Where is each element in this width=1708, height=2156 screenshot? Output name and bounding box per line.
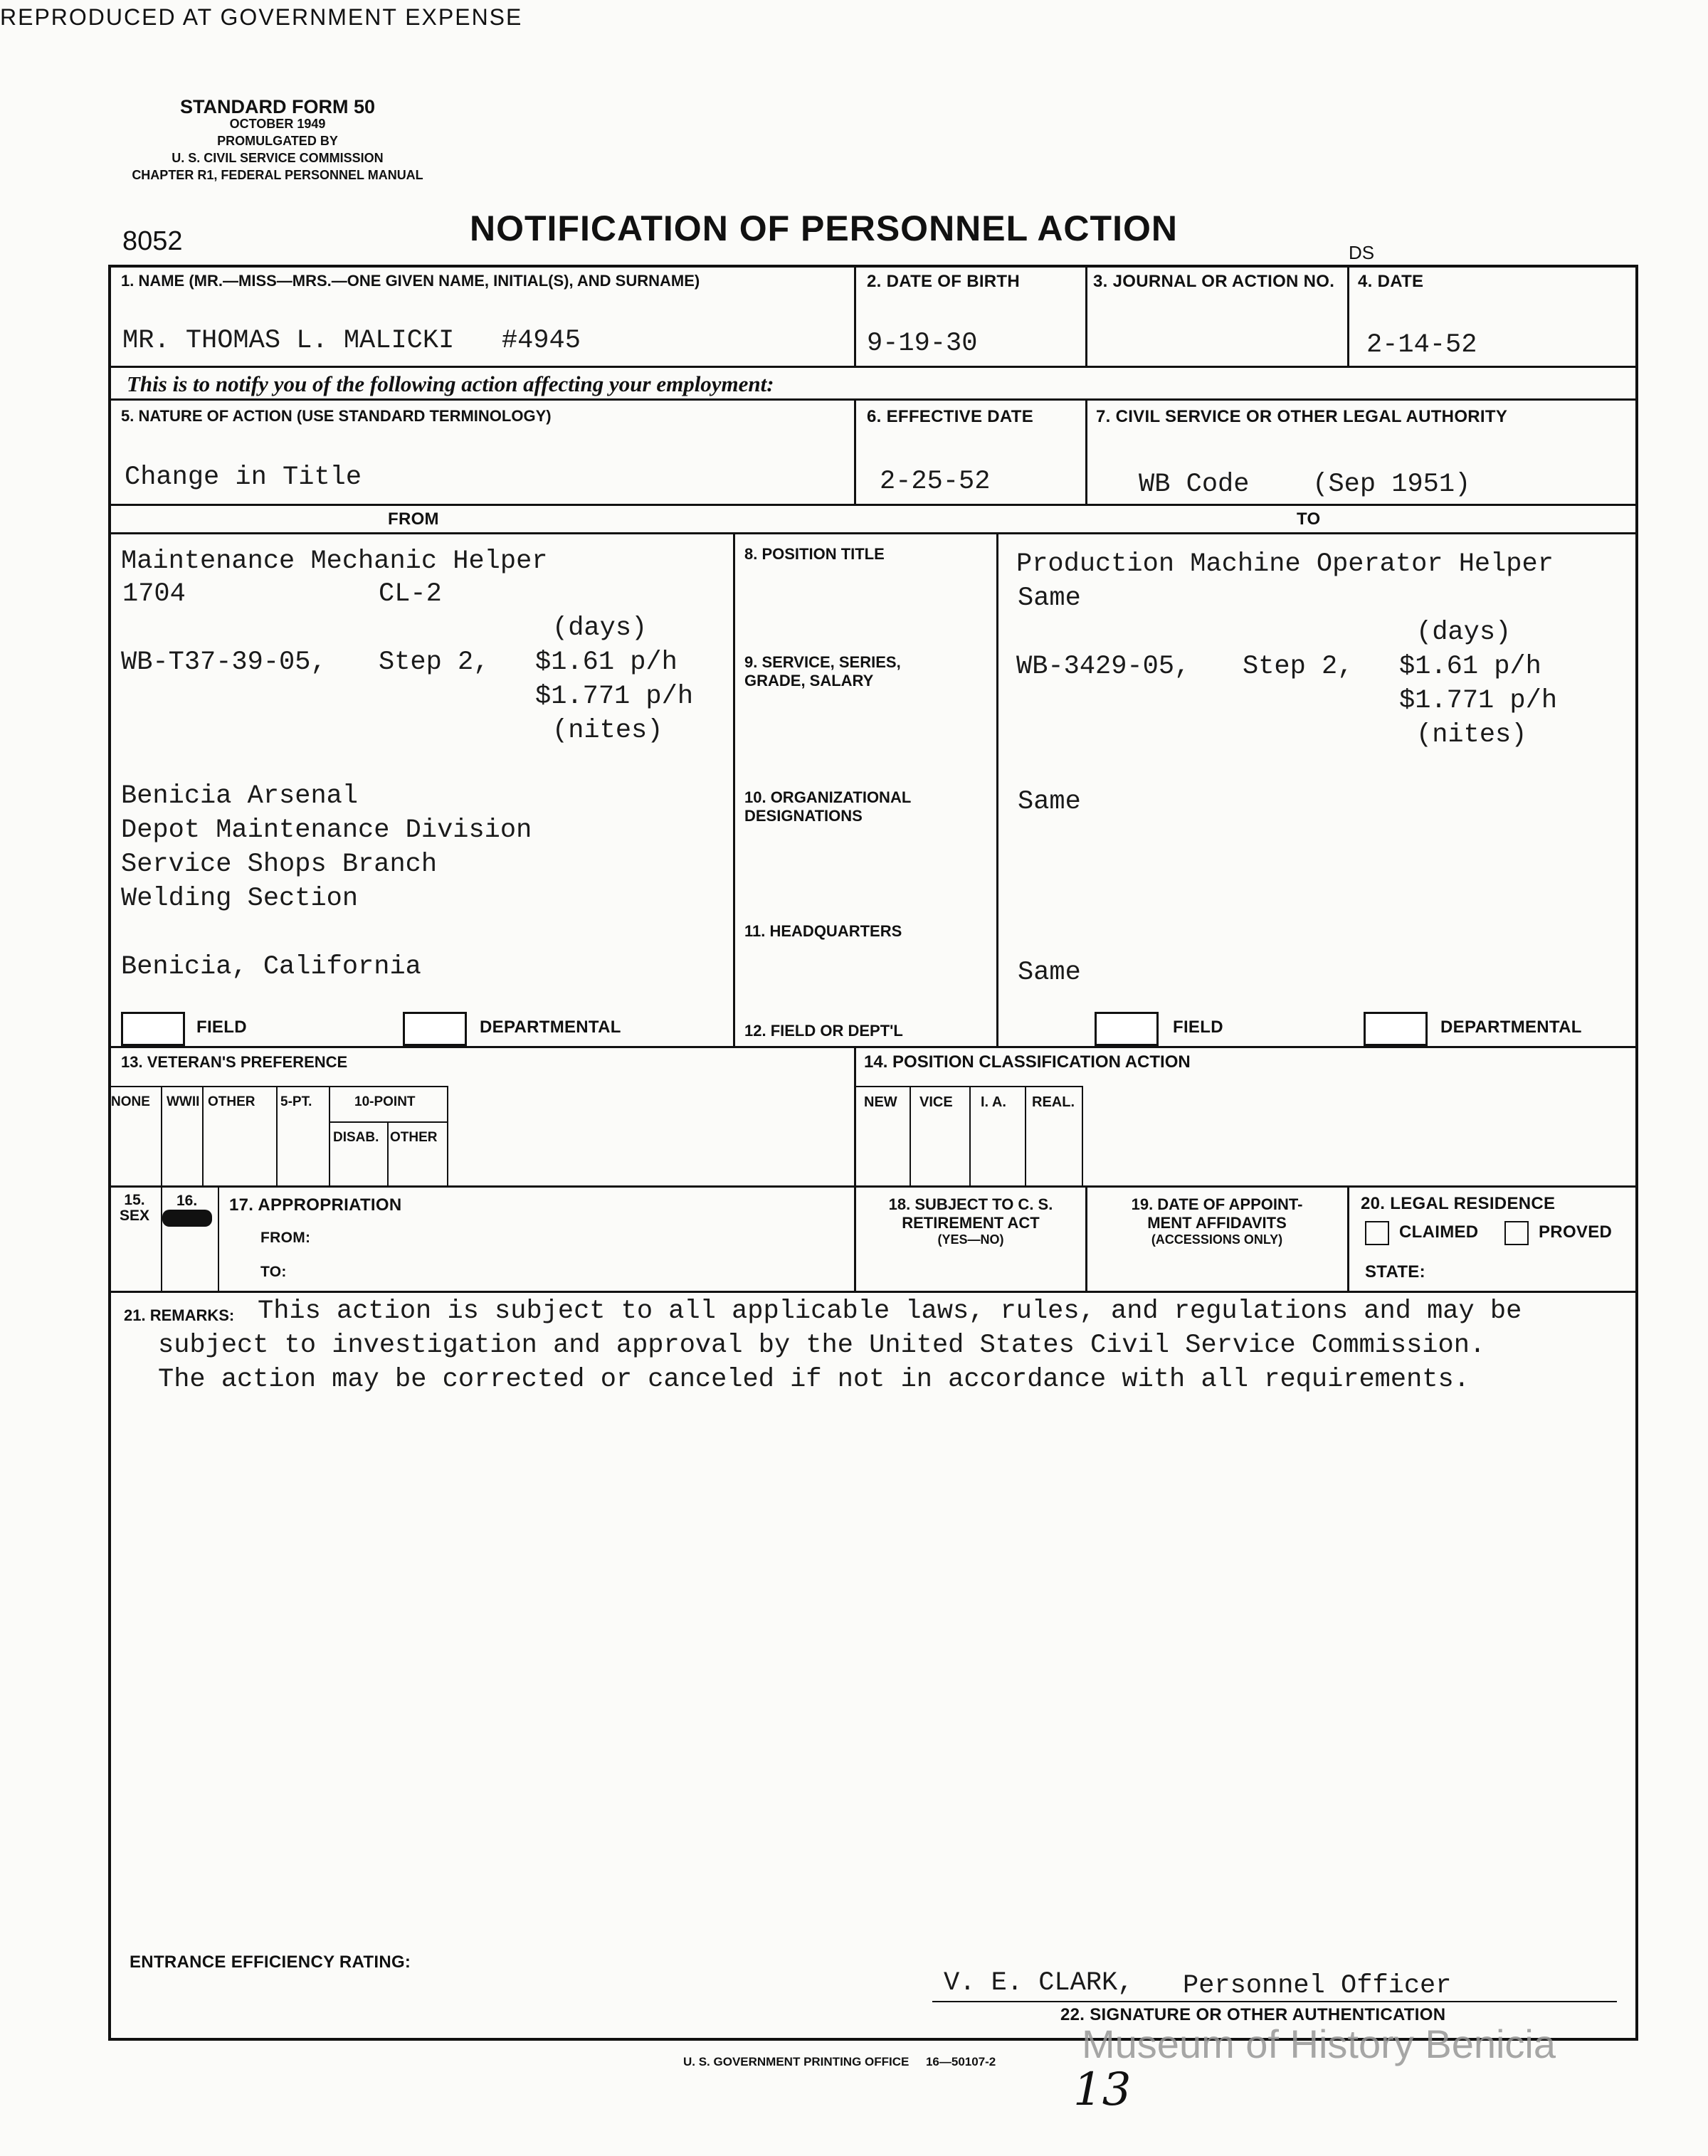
proved-checkbox[interactable] <box>1504 1221 1529 1245</box>
to-step: Step 2, <box>1243 652 1354 682</box>
vets-none: NONE <box>111 1094 150 1109</box>
from-nites: (nites) <box>552 716 663 746</box>
remarks-line3: The action may be corrected or canceled if not in accordance with all requirements. <box>158 1365 1470 1395</box>
from-org-2: Depot Maintenance Division <box>121 815 532 845</box>
to-dept-label: DEPARTMENTAL <box>1440 1018 1582 1037</box>
race-label: 16. <box>176 1193 198 1209</box>
vets-other: OTHER <box>208 1094 255 1109</box>
vets-ten: 10-POINT <box>354 1094 416 1109</box>
to-field-checkbox[interactable] <box>1095 1012 1159 1046</box>
classification-label: 14. POSITION CLASSIFICATION ACTION <box>864 1052 1191 1072</box>
vets-disab: DISAB. <box>333 1130 379 1145</box>
to-rate-night: $1.771 p/h <box>1399 686 1558 716</box>
nature-label: 5. NATURE OF ACTION (USE STANDARD TERMINOLOGY) <box>121 407 552 425</box>
affidavit-text: 19. DATE OF APPOINT-MENT AFFIDAVITS <box>1131 1195 1303 1232</box>
to-nites: (nites) <box>1416 720 1527 750</box>
form-info-line1: STANDARD FORM 50 <box>179 96 375 117</box>
top-banner: REPRODUCED AT GOVERNMENT EXPENSE <box>0 4 523 30</box>
remarks-label: 21. REMARKS: <box>124 1306 235 1324</box>
appropriation-from: FROM: <box>260 1230 311 1246</box>
nature-value: Change in Title <box>125 463 362 492</box>
from-days: (days) <box>552 613 648 643</box>
to-title: Production Machine Operator Helper <box>1016 549 1554 579</box>
sex-text: SEX <box>119 1208 150 1224</box>
retirement-label <box>857 1195 1085 1247</box>
affidavit-sub: (ACCESSIONS ONLY) <box>1151 1232 1283 1247</box>
from-rate-night: $1.771 p/h <box>535 682 694 712</box>
to-days: (days) <box>1416 618 1512 648</box>
proved-label: PROVED <box>1539 1222 1613 1242</box>
notify-text: This is to notify you of the following action affecting your employment: <box>127 371 774 396</box>
sex-label <box>108 1193 161 1224</box>
authority-value: WB Code (Sep 1951) <box>1139 470 1471 500</box>
from-org-1: Benicia Arsenal <box>121 781 359 811</box>
claimed-label: CLAIMED <box>1399 1222 1479 1242</box>
to-dept-checkbox[interactable] <box>1364 1012 1428 1046</box>
dob-value: 9-19-30 <box>867 329 978 359</box>
vets-wwii: WWII <box>167 1094 200 1109</box>
journal-label: 3. JOURNAL OR ACTION NO. <box>1093 272 1335 291</box>
from-hq: Benicia, California <box>121 952 421 982</box>
form-number: 8052 <box>122 226 183 256</box>
form-info-line4: U. S. CIVIL SERVICE COMMISSION <box>172 151 384 165</box>
date-value: 2-14-52 <box>1366 330 1477 360</box>
signature-label: 22. SIGNATURE OR OTHER AUTHENTICATION <box>1060 2005 1446 2024</box>
from-step: Step 2, <box>379 648 490 677</box>
hq-label: 11. HEADQUARTERS <box>744 922 902 940</box>
sex-num: 15. <box>124 1192 145 1208</box>
from-field-label: FIELD <box>196 1018 247 1037</box>
form-info-line3: PROMULGATED BY <box>217 134 338 148</box>
to-field-label: FIELD <box>1173 1018 1223 1037</box>
vets-five: 5-PT. <box>280 1094 312 1109</box>
residence-label: 20. LEGAL RESIDENCE <box>1361 1194 1556 1213</box>
service-label: 9. SERVICE, SERIES, GRADE, SALARY <box>744 653 901 689</box>
from-grade: CL-2 <box>379 579 442 609</box>
to-header: TO <box>1297 509 1321 529</box>
from-header: FROM <box>388 509 439 529</box>
authority-label: 7. CIVIL SERVICE OR OTHER LEGAL AUTHORITY <box>1096 407 1508 426</box>
state-label: STATE: <box>1365 1262 1425 1282</box>
org-label: 10. ORGANIZATIONAL DESIGNATIONS <box>744 788 911 825</box>
to-hq: Same <box>1018 958 1081 988</box>
claimed-checkbox[interactable] <box>1365 1221 1389 1245</box>
to-code: WB-3429-05, <box>1016 652 1191 682</box>
remarks-line1: This action is subject to all applicable laws, rules, and regulations and may be <box>258 1296 1522 1326</box>
corner-initials: DS <box>1349 242 1375 263</box>
entrance-rating-label: ENTRANCE EFFICIENCY RATING: <box>130 1952 411 1972</box>
date-label: 4. DATE <box>1358 272 1424 291</box>
class-real: REAL. <box>1032 1094 1075 1110</box>
name-value: MR. THOMAS L. MALICKI #4945 <box>122 326 581 356</box>
vets-label: 13. VETERAN'S PREFERENCE <box>121 1053 348 1071</box>
race-redaction <box>162 1210 212 1227</box>
to-rate-day: $1.61 p/h <box>1399 652 1541 682</box>
form-frame <box>108 265 1638 2041</box>
class-ia: I. A. <box>981 1094 1006 1110</box>
from-series: 1704 <box>122 579 186 609</box>
dob-label: 2. DATE OF BIRTH <box>867 272 1021 291</box>
from-field-checkbox[interactable] <box>121 1012 185 1046</box>
remarks-line2: subject to investigation and approval by the United States Civil Service Commission. <box>158 1331 1486 1360</box>
vets-other2: OTHER <box>390 1130 438 1145</box>
page-title: NOTIFICATION OF PERSONNEL ACTION <box>470 208 1178 248</box>
retirement-text: 18. SUBJECT TO C. S. RETIREMENT ACT <box>888 1195 1053 1232</box>
form-info-line2: OCTOBER 1949 <box>229 117 326 131</box>
from-rate-day: $1.61 p/h <box>535 648 678 677</box>
page-number: 13 <box>1073 2063 1132 2116</box>
signature-title: Personnel Officer <box>1183 1971 1452 2001</box>
printing-office-footer: U. S. GOVERNMENT PRINTING OFFICE 16—50107-2 <box>683 2055 996 2068</box>
effective-value: 2-25-52 <box>880 467 991 497</box>
signature-name: V. E. CLARK, <box>944 1968 1134 1998</box>
appropriation-to: TO: <box>260 1264 287 1280</box>
form-info-line5: CHAPTER R1, FEDERAL PERSONNEL MANUAL <box>132 168 423 182</box>
field-deptl-label: 12. FIELD OR DEPT'L <box>744 1022 903 1040</box>
from-dept-label: DEPARTMENTAL <box>480 1018 621 1037</box>
form-info <box>100 98 455 184</box>
effective-label: 6. EFFECTIVE DATE <box>867 407 1034 426</box>
from-code: WB-T37-39-05, <box>121 648 327 677</box>
from-title: Maintenance Mechanic Helper <box>121 546 548 576</box>
from-dept-checkbox[interactable] <box>403 1012 467 1046</box>
appropriation-label: 17. APPROPRIATION <box>229 1195 402 1215</box>
affidavit-label <box>1089 1195 1345 1247</box>
retirement-sub: (YES—NO) <box>937 1232 1004 1247</box>
class-vice: VICE <box>919 1094 953 1110</box>
to-org: Same <box>1018 787 1081 817</box>
to-series: Same <box>1018 583 1081 613</box>
from-org-4: Welding Section <box>121 884 359 914</box>
name-label: 1. NAME (MR.—MISS—MRS.—ONE GIVEN NAME, INITIAL(S), AND SURNAME) <box>121 272 700 290</box>
position-title-label: 8. POSITION TITLE <box>744 545 885 563</box>
class-new: NEW <box>864 1094 897 1110</box>
museum-watermark: Museum of History Benicia <box>1082 2022 1556 2066</box>
from-org-3: Service Shops Branch <box>121 850 438 879</box>
